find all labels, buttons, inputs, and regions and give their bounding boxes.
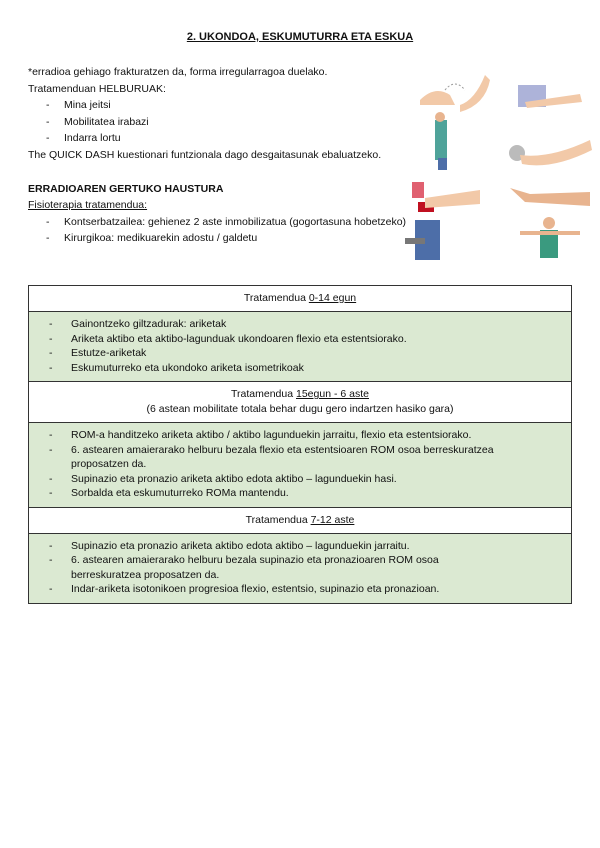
wrist-weight-illustration [412,182,480,212]
list-item: - Supinazio eta pronazio ariketa aktibo edota aktibo – lagunduekin jarraitu. [29,539,571,554]
list-item: - Gainontzeko giltzadurak: ariketak [29,317,571,332]
wrist-flexion-illustration [420,75,490,112]
grip-ball-illustration [509,140,592,165]
goal-item: - Mina jeitsi [28,97,413,114]
treatment-item: - Kontserbatzailea: gehienez 2 aste inmobilizatua (gogortasuna hobetzeko) [28,214,413,231]
goals-heading: Tratamenduan HELBURUAK: [28,82,166,95]
treatment-item: - Kirurgikoa: medikuarekin adostu / galdetu [28,230,413,247]
treatment-table [28,285,572,604]
phase-3-items [29,533,572,603]
intro [28,64,413,247]
goal-item: - Indarra lortu [28,130,413,147]
wrist-extension-illustration [510,188,590,206]
list-item: - Supinazio eta pronazio ariketa aktibo edota aktibo – lagunduekin hasi. [29,472,571,487]
goal-item: - Mobilitatea irabazi [28,114,413,131]
phase-3-header [29,507,572,533]
phase-label: Tratamendua [231,388,296,400]
phase-period: 15egun - 6 aste [296,388,369,400]
section-heading: ERRADIOAREN GERTUKO HAUSTURA [28,182,224,195]
phase-note: (6 astean mobilitate totala behar dugu gero indartzen hasiko gara) [146,403,454,415]
shoulder-illustration [520,217,580,258]
list-item: - Estutze-ariketak [29,346,571,361]
list-item: - 6. astearen amaierarako helburu bezala flexio eta estentsioaren ROM osoa berreskuratzea proposatzen da. [29,443,571,472]
list-item: - Indar-ariketa isotonikoen progresioa flexio, estentsio, supinazio eta pronazioan. [29,582,571,597]
phase-period: 7-12 aste [310,513,355,526]
hammer-illustration [405,220,440,260]
section-subheading: Fisioterapia tratamendua: [28,199,148,212]
phase-2-header [29,382,572,423]
title-text: 2. UKONDOA, ESKUMUTURRA ETA ESKUA [186,31,414,43]
phase-period: 0-14 egun [308,292,357,304]
list-item: - Eskumuturreko eta ukondoko ariketa isometrikoak [29,361,571,376]
phase-label: Tratamendua [243,292,309,304]
list-item: - ROM-a handitzeko ariketa aktibo / aktibo lagunduekin jarraitu, flexio eta estentsiorako. [29,428,571,443]
phase-2-items [29,423,572,508]
list-item: - 6. astearen amaierarako helburu bezala supinazio eta pronazioaren ROM osoa berreskuratzea proposatzen da. [29,553,571,582]
note: *erradioa gehiago frakturatzen da, forma irregularragoa duelako. [28,66,328,78]
list-item: - Ariketa aktibo eta aktibo-lagunduak ukondoaren flexio eta estentsiorako. [29,332,571,347]
elbow-illustration [435,112,447,170]
page-title [0,31,600,43]
quickdash-text: The QUICK DASH kuestionari funtzionala dago desgaitasunak ebaluatzeko. [28,148,382,161]
forearm-illustration [518,85,582,108]
exercise-illustrations [400,70,595,270]
list-item: - Sorbalda eta eskumuturreko ROMa mantendu. [29,486,571,501]
phase-1-header [29,286,572,312]
phase-1-items [29,312,572,382]
phase-label: Tratamendua [245,513,311,526]
